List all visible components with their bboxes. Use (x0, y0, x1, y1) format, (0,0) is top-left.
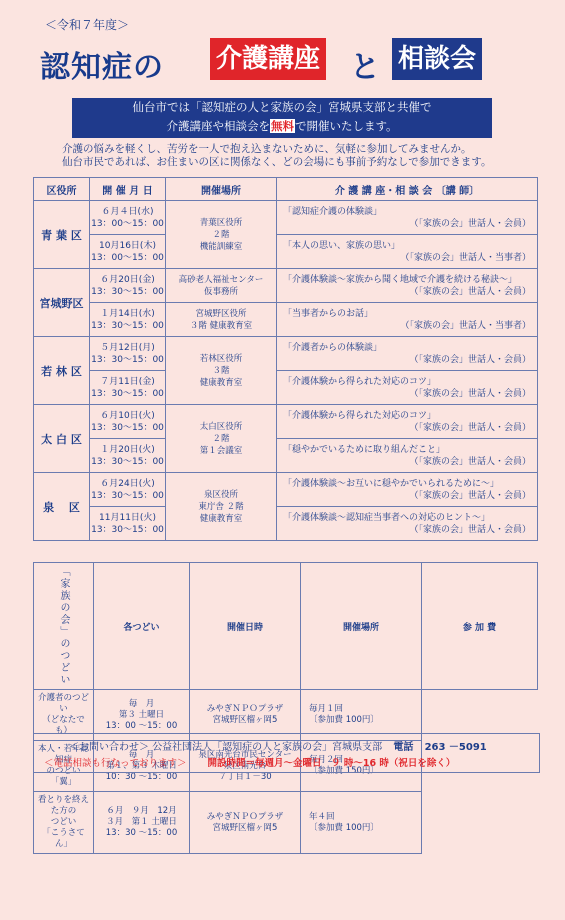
contact-line (69, 738, 487, 753)
datetime-line: 第１、第３ 木曜日 (106, 760, 177, 771)
fee-line: 〔参加費 100円〕 (309, 715, 379, 725)
phone-consult-note: ＜電話相談も行なっております＞ (44, 758, 187, 769)
phone-label: 電話 (393, 742, 414, 753)
date-text: ６月４日(水) (101, 206, 154, 217)
name-line: 本人・若年認知症 (37, 744, 89, 765)
lecturer: （「家族の会」世話人・会員） (409, 286, 531, 297)
date-text: 10月16日(木) (99, 240, 156, 251)
venue (166, 269, 277, 303)
date-text: １月14日(水) (100, 308, 155, 319)
cafe-header-fee: 参 加 費 (422, 563, 538, 690)
table-row (34, 473, 538, 507)
venue-line: 太白区役所 (199, 421, 243, 432)
table-row (34, 269, 538, 303)
gathering-table (33, 562, 538, 854)
lecture-title: 「穏やかでいるために取り組んだこと」 (283, 444, 446, 455)
lecture (277, 439, 538, 473)
lecturer: （「家族の会」世話人・会員） (409, 388, 531, 399)
place-line: 泉区南光台 (223, 760, 267, 771)
table-row (34, 507, 538, 541)
gathering-datetime (94, 792, 190, 854)
table-row (34, 405, 538, 439)
banner (72, 98, 492, 138)
lecture (277, 371, 538, 405)
datetime-line: 毎 月 (128, 698, 155, 709)
datetime-line: 第３ 土曜日 (118, 709, 165, 720)
lecture (277, 269, 538, 303)
lecturer: （「家族の会」世話人・会員） (409, 524, 531, 535)
datetime-line: 毎 月 (128, 749, 155, 760)
place-line: 宮城野区榴ヶ岡5 (212, 822, 278, 833)
name-line: 介護者のつどい (37, 693, 89, 714)
free-badge: 無料 (270, 119, 294, 133)
session-date (90, 201, 166, 235)
time-text: 13：30～15：00 (91, 286, 164, 297)
table-row (34, 201, 538, 235)
cafe-header-place: 開催場所 (301, 563, 422, 690)
venue (166, 303, 277, 337)
datetime-line: ３月 第１ 土曜日 (106, 817, 177, 827)
venue-line: 青葉区役所 (199, 217, 243, 228)
venue-line: ２階 (212, 433, 230, 444)
lecturer: （「家族の会」世話人・会員） (409, 456, 531, 467)
banner-text: 介護講座や相談会を (166, 119, 270, 133)
venue-line: 健康教育室 (199, 377, 243, 388)
time-text: 13：30～15：00 (91, 490, 164, 501)
venue-line: 東庁舎 ２階 (198, 501, 244, 512)
place-line: 泉区南光台市民センター (198, 749, 292, 760)
gathering-name (34, 792, 94, 854)
ward-name: 若 林 区 (34, 337, 90, 405)
year-label: ＜令和７年度＞ (45, 18, 130, 32)
ward-name: 太 白 区 (34, 405, 90, 473)
time-text: 13：30～15：00 (91, 524, 164, 535)
time-text: 13：30～15：00 (91, 320, 164, 331)
col-header-ward: 区役所 (34, 178, 90, 201)
session-date (90, 269, 166, 303)
intro (62, 143, 532, 169)
title-part-2: 介護講座 (210, 38, 326, 80)
name-line: 看とりを終えた方の (37, 795, 89, 816)
name-line: （どなたでも） (42, 715, 85, 736)
datetime-line: ６月 ９月 12月 (106, 806, 177, 816)
lecture-title: 「当事者からのお話」 (283, 308, 374, 319)
fee-line: 年４回 (309, 811, 335, 822)
col-header-place: 開催場所 (166, 178, 277, 201)
venue (166, 405, 277, 473)
name-line: 「こうさてん」 (42, 828, 85, 849)
lecturer: （「家族の会」世話人・当事者） (400, 320, 531, 331)
lecture (277, 507, 538, 541)
lecture (277, 405, 538, 439)
cafe-header-name: 各つどい (94, 563, 190, 690)
title-part-3: と (350, 50, 380, 85)
fee-line: 〔参加費 150円〕 (309, 766, 379, 776)
session-date (90, 507, 166, 541)
lecturer: （「家族の会」世話人・会員） (409, 422, 531, 433)
cafe-header-datetime: 開催日時 (190, 563, 301, 690)
fee-line: 毎月１回 (309, 704, 344, 714)
lecture-title: 「介護者からの体験談」 (283, 342, 383, 353)
datetime-line: 13：30 ～15：00 (105, 828, 178, 838)
banner-line-2 (72, 117, 492, 136)
contact-org: 公益社団法人「認知症の人と家族の会」宮城県支部 (152, 742, 383, 753)
place-line: ７丁目１－30 (218, 771, 272, 782)
lecture-title: 「介護体験談～お互いに穏やかでいられるために～」 (283, 478, 500, 489)
venue-line: 高砂老人福祉センター (178, 274, 264, 285)
lecture-title: 「介護体験談～家族から聞く地域で介護を続ける秘訣～」 (283, 274, 518, 285)
fee-line: 〔参加費 100円〕 (309, 822, 379, 833)
lecturer: （「家族の会」世話人・会員） (409, 354, 531, 365)
ward-name: 宮城野区 (34, 269, 90, 337)
table-row (34, 371, 538, 405)
gathering-fee (301, 792, 422, 854)
venue-line: 第１会議室 (199, 445, 243, 456)
venue-line: 若林区役所 (199, 353, 243, 364)
session-date (90, 473, 166, 507)
time-text: 13：00～15：00 (91, 252, 164, 263)
venue-line: 機能訓練室 (199, 241, 243, 252)
session-date (90, 303, 166, 337)
time-text: 13：30～15：00 (91, 354, 164, 365)
lecture-title: 「介護体験談～認知症当事者への対応のヒント～」 (283, 512, 491, 523)
lecture (277, 303, 538, 337)
venue-line: ３階 健康教育室 (189, 320, 253, 331)
session-date (90, 439, 166, 473)
date-text: ６月20日(金) (100, 274, 155, 285)
table-row (34, 439, 538, 473)
venue-line: 泉区役所 (203, 489, 238, 500)
intro-line-2: 仙台市民であれば、お住まいの区に関係なく、どの会場にも事前予約なしで参加できます。 (62, 156, 492, 168)
ward-name: 青 葉 区 (34, 201, 90, 269)
venue-line: ３階 (212, 365, 230, 376)
lecture (277, 235, 538, 269)
lecturer: （「家族の会」世話人・会員） (409, 218, 531, 229)
session-date (90, 235, 166, 269)
time-text: 13：30～15：00 (91, 422, 164, 433)
title-part-4: 相談会 (392, 38, 482, 80)
gathering-row (34, 792, 538, 854)
table-row (34, 303, 538, 337)
place-line: みやぎＮＰＯプラザ (206, 704, 284, 714)
hours-line (44, 755, 455, 769)
venue (166, 473, 277, 541)
name-line: つどい (50, 817, 77, 827)
datetime-line: 13：00 ～15：00 (105, 720, 178, 731)
venue (166, 337, 277, 405)
gathering-side-label: 「家族の会」のつどい (34, 563, 94, 690)
contact-box (33, 733, 540, 773)
title-part-1: 認知症の (40, 50, 164, 85)
col-header-lecture: 介 護 講 座・相 談 会 〔講 師〕 (277, 178, 538, 201)
banner-line-1: 仙台市では「認知症の人と家族の会」宮城県支部と共催で (132, 100, 432, 114)
venue-line: 健康教育室 (199, 513, 243, 524)
session-date (90, 337, 166, 371)
date-text: ６月24日(火) (100, 478, 155, 489)
time-text: 13：30～15：00 (91, 456, 164, 467)
intro-line-1: 介護の悩みを軽くし、苦労を一人で抱え込まないために、気軽に参加してみませんか。 (62, 143, 472, 155)
venue (166, 201, 277, 269)
lecture (277, 473, 538, 507)
lecturer: （「家族の会」世話人・会員） (409, 490, 531, 501)
place-line: 宮城野区榴ヶ岡5 (212, 715, 278, 725)
ward-name: 泉 区 (34, 473, 90, 541)
schedule-table (33, 177, 538, 541)
venue-line: ２階 (212, 229, 230, 240)
lecture-title: 「認知症介護の体験談」 (283, 206, 383, 217)
phone-number: 263 －5091 (424, 742, 487, 753)
lecture-title: 「介護体験から得られた対応のコツ」 (283, 410, 437, 421)
lecture-title: 「介護体験から得られた対応のコツ」 (283, 376, 437, 387)
date-text: １月20日(火) (100, 444, 155, 455)
table-row (34, 337, 538, 371)
banner-text-end: で開催いたします。 (294, 119, 398, 133)
table-row (34, 235, 538, 269)
date-text: 11月11日(火) (99, 512, 156, 523)
name-line: のつどい「翼」 (46, 766, 81, 787)
session-date (90, 405, 166, 439)
time-text: 13：30～15：00 (91, 388, 164, 399)
hours: 開設時間＝毎週月～金曜日 ９ 時～16 時（祝日を除く） (207, 758, 456, 769)
lecturer: （「家族の会」世話人・当事者） (400, 252, 531, 263)
venue-line: 仮事務所 (203, 286, 238, 297)
gathering-place (190, 792, 301, 854)
col-header-date: 開 催 月 日 (90, 178, 166, 201)
session-date (90, 371, 166, 405)
time-text: 13：00～15：00 (91, 218, 164, 229)
place-line: みやぎＮＰＯプラザ (206, 811, 284, 822)
date-text: ７月11日(金) (100, 376, 155, 387)
lecture (277, 201, 538, 235)
lecture-title: 「本人の思い、家族の思い」 (283, 240, 401, 251)
date-text: ６月10日(火) (100, 410, 155, 421)
datetime-line: 10：30 ～15：00 (105, 771, 178, 782)
venue-line: 宮城野区役所 (195, 308, 247, 319)
date-text: ５月12日(月) (100, 342, 155, 353)
contact-label: ＜お問い合わせ＞ (69, 742, 149, 753)
lecture (277, 337, 538, 371)
fee-line: 毎月２回 (309, 755, 344, 765)
